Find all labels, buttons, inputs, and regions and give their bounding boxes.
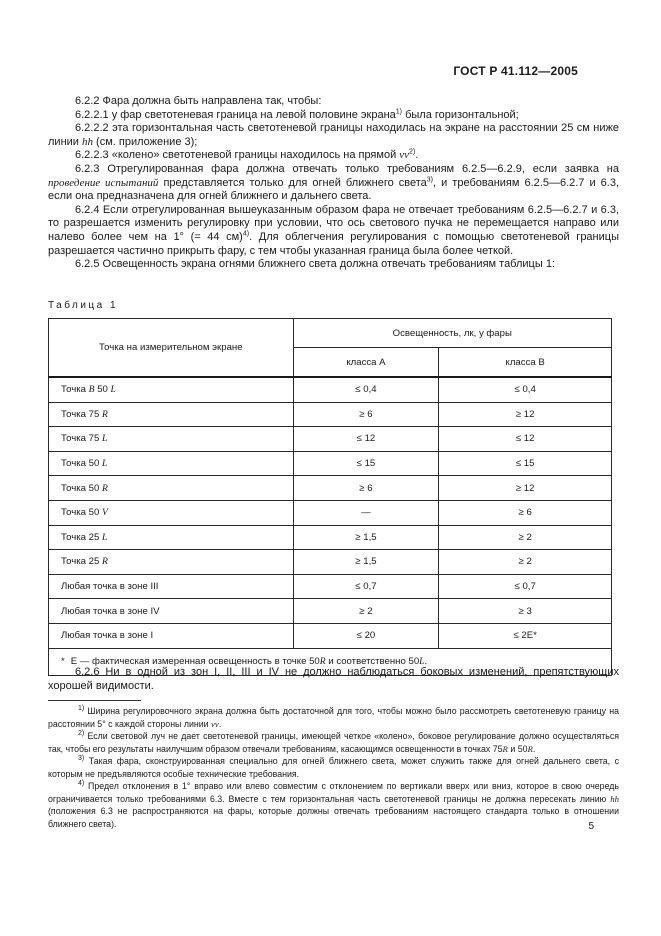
- cell-class-b: ≥ 2: [439, 525, 612, 550]
- cell-point: Точка 75 R: [49, 402, 294, 427]
- footnote-1: $^{1)}$ Ширина регулировочного экрана должна быть достаточной для того, чтобы можно было рассмотреть светотеневую границу на расстоянии 5° с каждой стороны линии vv.: [48, 705, 619, 729]
- cell-class-b: ≥ 2: [439, 550, 612, 575]
- table-row: [49, 500, 612, 525]
- cell-point: Любая точка в зоне IV: [49, 599, 294, 624]
- cell-class-a: ≤ 0,7: [293, 574, 439, 599]
- paragraph-6-2-4: 6.2.4 Если отрегулированная вышеуказанным образом фара не отвечает требованиям 6.2.5—6.2.7 и 6.3, то разрешается изменить регулировку при условии, что ось светового пучка не перемещается направо или налево более чем на 1° (= 44 см)$^{4)}$. Для облегчения регулирования с помощью светотеневой границы разрешается частично прикрыть фару, с тем чтобы указанная граница была более четкой.: [48, 203, 619, 257]
- table-row: [49, 574, 612, 599]
- col-header-class-a: класса А: [293, 348, 439, 378]
- footnote-4: $^{4)}$ Предел отклонения в 1° вправо или влево совместим с отклонением по вертикали вверх или вниз, которое в свою очередь ограничивается только требованиями 6.3. Вместе с тем горизонтальная часть светотеневой границы не должна пересекать линию hh (положения 6.3 не распространяются на фары, которые должны отвечать требованиям настоящего стандарта только в отношении ближнего света).: [48, 780, 619, 829]
- cell-point: Любая точка в зоне III: [49, 574, 294, 599]
- table-footnote: * E — фактическая измеренная освещенность в точке 50R и соответственно 50L.: [49, 648, 612, 675]
- cell-class-b: ≤ 12: [439, 427, 612, 452]
- table-row: [49, 451, 612, 476]
- cell-class-a: ≥ 1,5: [293, 525, 439, 550]
- cell-class-a: ≤ 15: [293, 451, 439, 476]
- cell-point: Точка 50 R: [49, 476, 294, 501]
- table-row: [49, 525, 612, 550]
- page-number: 5: [588, 821, 594, 832]
- cell-class-a: ≤ 0,4: [293, 377, 439, 402]
- paragraph-6-2-6: 6.2.6 Ни в одной из зон I, II, III и IV не должно наблюдаться боковых изменений, препятствующих хорошей видимости.: [48, 666, 619, 692]
- illumination-table: [48, 318, 612, 676]
- cell-class-b: ≤ 0,7: [439, 574, 612, 599]
- col-header-point: Точка на измерительном экране: [49, 319, 294, 378]
- paragraph-6-2-2-3: 6.2.2.3 «колено» светотеневой границы находилось на прямой $vv^{2)}$.: [75, 148, 419, 162]
- col-header-illumination: Освещенность, лк, у фары: [293, 319, 611, 348]
- body-text: [48, 95, 619, 272]
- table-body: [49, 377, 612, 648]
- table-row: [49, 476, 612, 501]
- footnote-2: $^{2)}$ Если световой луч не дает светотеневой границы, имеющей четкое «колено», боковое регулирование должно осуществляться так, чтобы его результаты наилучшим образом отвечали требованиям, касающимся освещенности в точках 75R и 50R.: [48, 730, 619, 754]
- footnote-divider: [48, 700, 141, 701]
- cell-class-a: ≥ 2: [293, 599, 439, 624]
- cell-point: Точка B 50 L: [49, 377, 294, 402]
- table-row: [49, 402, 612, 427]
- paragraph-6-2-2: 6.2.2 Фара должна быть направлена так, чтобы:: [75, 95, 322, 107]
- table-caption: Таблица 1: [48, 300, 119, 311]
- footnotes: [48, 705, 619, 830]
- paragraph-6-2-2-1: 6.2.2.1 у фар светотеневая граница на левой половине экрана$^{1)}$ была горизонтальной;: [75, 107, 519, 121]
- cell-class-a: ≥ 6: [293, 402, 439, 427]
- footnote-3: $^{3)}$ Такая фара, сконструированная специально для огней ближнего света, может служить также для огней дальнего света, с которым не предъявляются особые технические требования.: [48, 755, 619, 779]
- cell-class-b: ≤ 0,4: [439, 377, 612, 402]
- cell-class-b: ≤ 15: [439, 451, 612, 476]
- cell-point: Точка 25 L: [49, 525, 294, 550]
- document-header: ГОСТ Р 41.112—2005: [453, 64, 578, 78]
- cell-class-a: ≥ 1,5: [293, 550, 439, 575]
- cell-class-a: ≥ 6: [293, 476, 439, 501]
- cell-class-b: ≥ 12: [439, 402, 612, 427]
- cell-class-b: ≥ 3: [439, 599, 612, 624]
- cell-class-b: ≥ 12: [439, 476, 612, 501]
- col-header-class-b: класса В: [439, 348, 612, 378]
- cell-point: Любая точка в зоне I: [49, 623, 294, 648]
- cell-point: Точка 50 V: [49, 500, 294, 525]
- paragraph-6-2-2-2: 6.2.2.2 эта горизонтальная часть светотеневой границы находилась на экране на расстоянии 25 см ниже линии hh (см. приложение 3);: [48, 122, 619, 148]
- paragraph-6-2-3: 6.2.3 Отрегулированная фара должна отвечать только требованиям 6.2.5—6.2.9, если заявка на проведение испытаний представляется только для огней ближнего света$^{3)}$, и требованиям 6.2.5—6.2.7 и 6.3, если она предназначена для огней ближнего и дальнего света.: [48, 162, 619, 203]
- cell-class-b: ≥ 6: [439, 500, 612, 525]
- table-row: [49, 599, 612, 624]
- table-row: [49, 550, 612, 575]
- cell-class-a: ≤ 12: [293, 427, 439, 452]
- cell-point: Точка 50 L: [49, 451, 294, 476]
- cell-class-a: —: [293, 500, 439, 525]
- paragraph-6-2-5: 6.2.5 Освещенность экрана огнями ближнего света должна отвечать требованиям таблицы 1:: [75, 258, 555, 271]
- cell-class-a: ≤ 20: [293, 623, 439, 648]
- cell-point: Точка 75 L: [49, 427, 294, 452]
- table-row: [49, 377, 612, 402]
- cell-point: Точка 25 R: [49, 550, 294, 575]
- table-row: [49, 623, 612, 648]
- cell-class-b: ≤ 2E*: [439, 623, 612, 648]
- table-row: [49, 427, 612, 452]
